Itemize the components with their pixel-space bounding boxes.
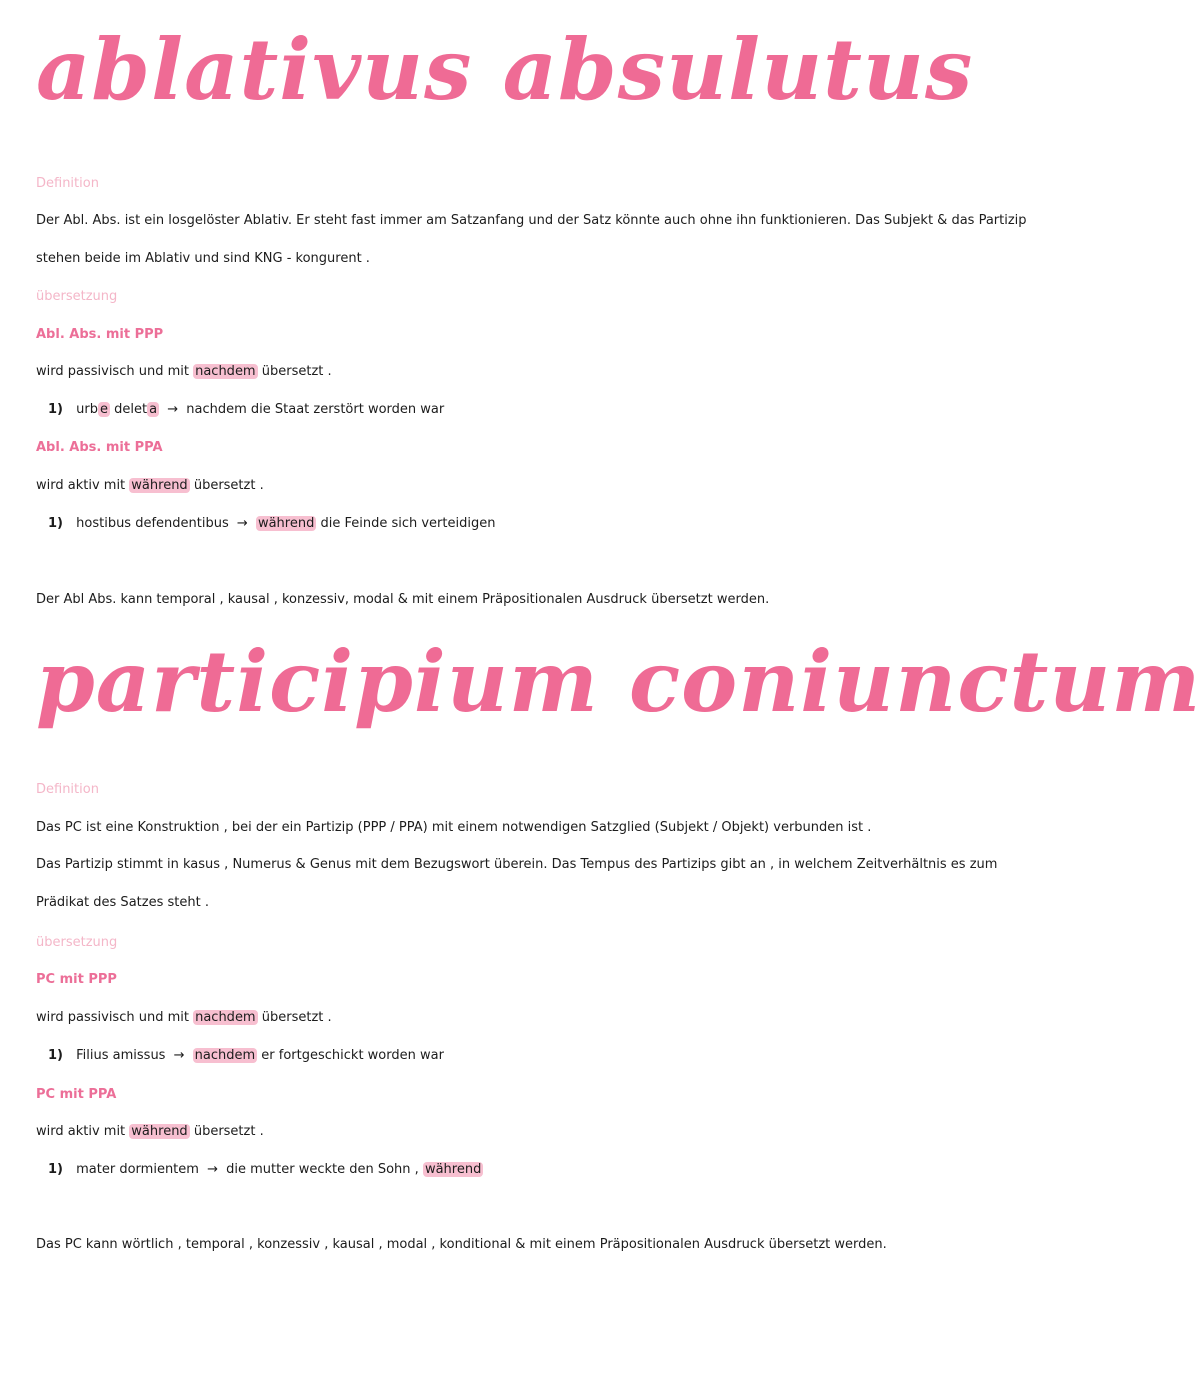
example-item [48,515,495,533]
ppa-rule [36,1123,264,1141]
rule-text: wird passivisch und mit [36,364,189,379]
arrow-right-icon: → [236,516,248,531]
rule-text: übersetzt . [261,1010,332,1025]
example-number: 1) [48,516,63,531]
highlighted-keyword: während [257,516,315,531]
example-item [48,1047,444,1065]
definition-text-line: Das PC ist eine Konstruktion , bei der ein Partizip (PPP / PPA) mit einem notwendigen Satzglied (Subjekt / Objekt) verbunden ist . [36,820,872,835]
definition-label: Definition [36,782,99,797]
arrow-right-icon: → [167,402,179,417]
rule-text: übersetzt . [193,1124,264,1139]
ppp-rule [36,363,332,381]
definition-text-line: Prädikat des Satzes steht . [36,895,209,910]
summary-text: Der Abl Abs. kann temporal , kausal , konzessiv, modal & mit einem Präpositionalen Ausdruck übersetzt werden. [36,592,770,607]
example-number: 1) [48,402,63,417]
rule-text: wird aktiv mit [36,478,126,493]
summary-text: Das PC kann wörtlich , temporal , konzessiv , kausal , modal , konditional & mit einem Präpositionalen Ausdruck übersetzt werden. [36,1237,887,1252]
rule-text: übersetzt . [261,364,332,379]
highlighted-keyword: nachdem [195,364,256,379]
translation-label: übersetzung [36,289,118,304]
example-item [48,1161,483,1179]
highlighted-keyword: nachdem [195,1010,256,1025]
latin-phrase: Filius amissus [76,1048,166,1063]
german-translation: die mutter weckte den Sohn , [226,1162,419,1177]
ppa-subheading: Abl. Abs. mit PPA [36,440,163,455]
definition-label: Definition [36,176,99,191]
ppa-subheading: PC mit PPA [36,1087,117,1102]
german-translation: die Feinde sich verteidigen [320,516,496,531]
example-number: 1) [48,1162,63,1177]
rule-text: übersetzt . [193,478,264,493]
highlighted-keyword: während [424,1162,482,1177]
arrow-right-icon: → [173,1048,185,1063]
example-number: 1) [48,1048,63,1063]
definition-text-line: Das Partizip stimmt in kasus , Numerus & Genus mit dem Bezugswort überein. Das Tempus des Partizips gibt an , in welchem Zeitverhältnis es zum [36,857,998,872]
german-translation: er fortgeschickt worden war [261,1048,444,1063]
ppp-subheading: PC mit PPP [36,972,117,987]
latin-phrase: urb e delet a [76,402,158,417]
latin-phrase: hostibus defendentibus [76,516,229,531]
arrow-right-icon: → [207,1162,218,1177]
rule-text: wird aktiv mit [36,1124,126,1139]
ppa-rule [36,477,264,495]
german-translation: nachdem die Staat zerstört worden war [186,402,445,417]
highlighted-keyword: während [131,1124,188,1139]
section-title-ablativus-absolutus: ablativus absulutus [36,20,974,119]
highlighted-keyword: nachdem [194,1048,256,1063]
definition-text-line: Der Abl. Abs. ist ein losgelöster Ablativ. Er steht fast immer am Satzanfang und der Satz könnte auch ohne ihn funktionieren. Das Subjekt & das Partizip [36,213,1027,228]
section-title-participium-coniunctum: participium coniunctum [36,632,1201,731]
ppp-subheading: Abl. Abs. mit PPP [36,327,164,342]
example-item [48,401,444,419]
rule-text: wird passivisch und mit [36,1010,189,1025]
definition-text-line: stehen beide im Ablativ und sind KNG - kongurent . [36,251,370,266]
highlighted-keyword: während [131,478,188,493]
latin-phrase: mater dormientem [76,1162,199,1177]
ppp-rule [36,1009,332,1027]
translation-label: übersetzung [36,935,118,950]
